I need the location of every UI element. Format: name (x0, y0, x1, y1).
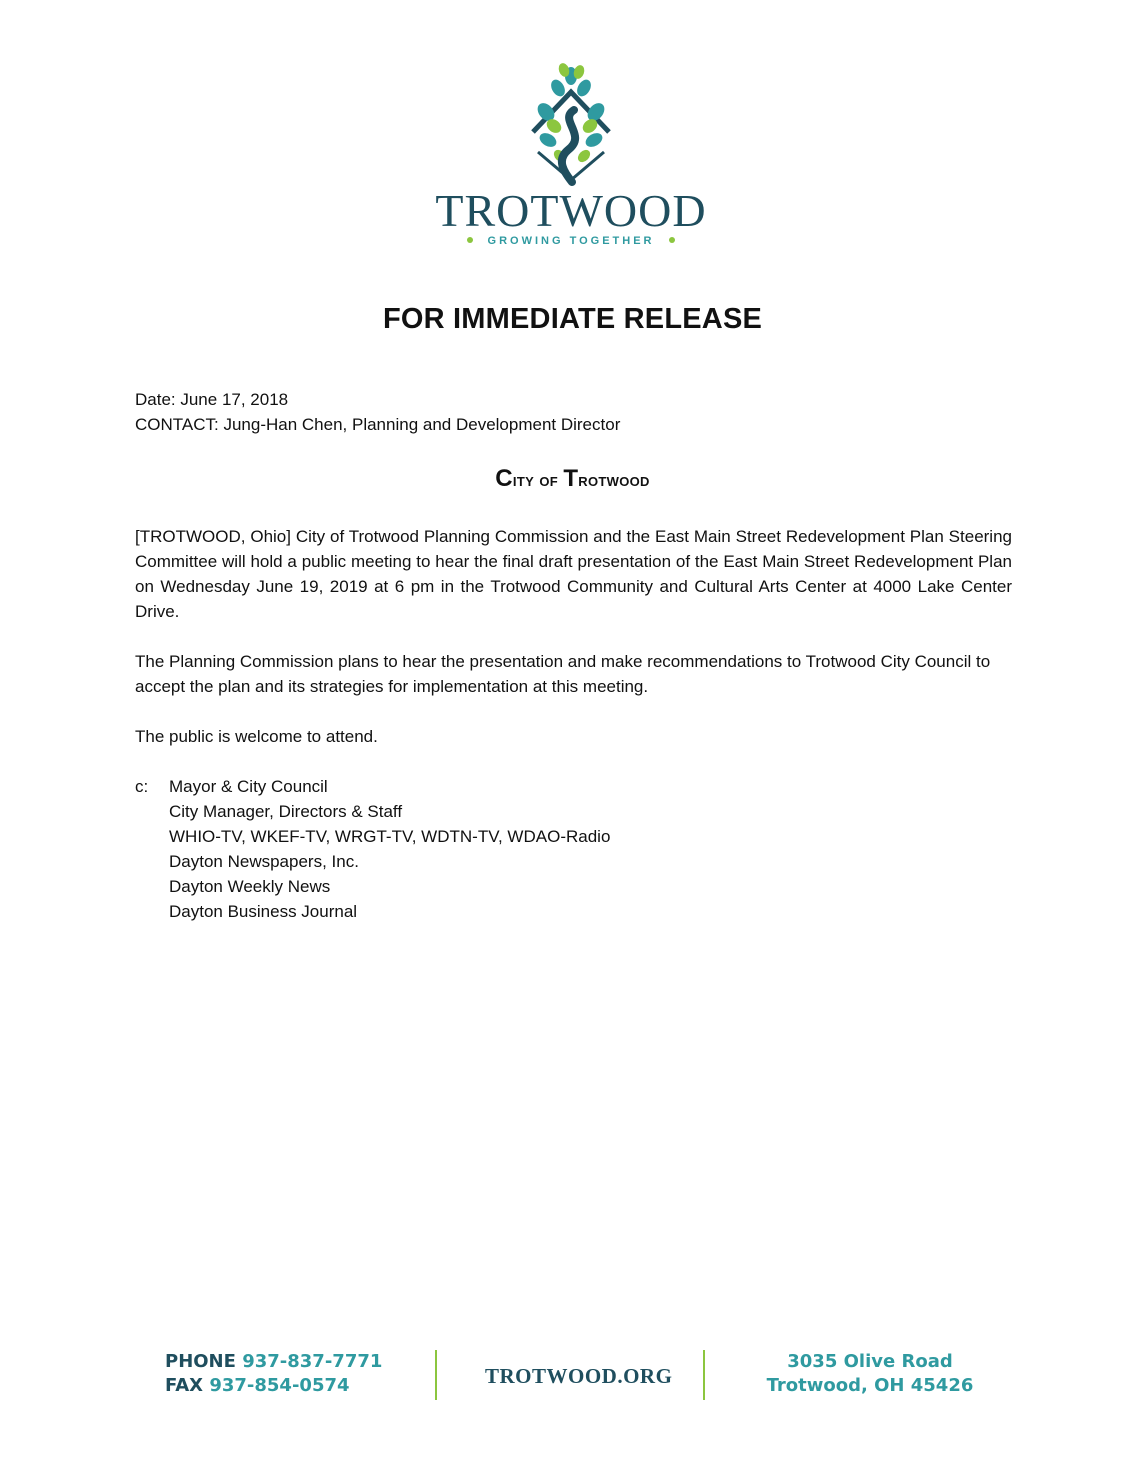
release-date: Date: June 17, 2018 (135, 390, 289, 409)
cc-recipient: City Manager, Directors & Staff (169, 802, 403, 821)
cc-recipients (169, 774, 610, 924)
fax-number: 937-854-0574 (209, 1375, 350, 1396)
release-headline: FOR IMMEDIATE RELEASE (382, 303, 763, 335)
logo-wordmark: TROTWOOD (435, 185, 707, 236)
subhead-rest-2: rotwood (578, 470, 650, 490)
tree-emblem-icon (388, 40, 754, 262)
footer-divider (435, 1350, 437, 1400)
phone-label: PHONE (165, 1351, 236, 1372)
cc-label: c: (135, 777, 149, 796)
contact-line: CONTACT: Jung-Han Chen, Planning and Development Director (135, 415, 621, 434)
paragraph-announcement: [TROTWOOD, Ohio] City of Trotwood Planning Commission and the East Main Street Redevelopment Plan Steering Committee will hold a public meeting to hear the final draft presentation of the East Main Street Redevelopment Plan on Wednesday June 19, 2019 at 6 pm in the Trotwood Community and Cultural Arts Center at 4000 Lake Center Drive. (135, 527, 1012, 621)
subhead-rest-1: ity of (512, 470, 564, 490)
cc-recipient: Dayton Weekly News (169, 877, 331, 896)
trotwood-logo (388, 40, 754, 262)
fax-label: FAX (165, 1375, 204, 1396)
footer-divider (703, 1350, 705, 1400)
paragraph-commission: The Planning Commission plans to hear the presentation and make recommendations to Trotwood City Council to accept the plan and its strategies for implementation at this meeting. (135, 652, 991, 696)
footer-website: TROTWOOD.ORG (485, 1364, 673, 1388)
paragraph-public: The public is welcome to attend. (135, 727, 378, 746)
cc-list (135, 774, 610, 924)
address-line-1: 3035 Olive Road (787, 1351, 953, 1372)
letterhead-footer (135, 1318, 1000, 1423)
subhead-initial-t: T (563, 465, 579, 492)
cc-recipient: Dayton Newspapers, Inc. (169, 852, 359, 871)
cc-recipient: Dayton Business Journal (169, 902, 358, 921)
logo-tagline: GROWING TOGETHER (487, 235, 655, 247)
address-line-2: Trotwood, OH 45426 (766, 1375, 974, 1396)
release-meta (135, 387, 620, 437)
subhead-initial-c: C (495, 465, 513, 492)
phone-number: 937-837-7771 (242, 1351, 383, 1372)
footer-contact (165, 1350, 382, 1398)
cc-recipient: WHIO-TV, WKEF-TV, WRGT-TV, WDTN-TV, WDAO-Radio (169, 827, 611, 846)
footer-address (760, 1350, 980, 1398)
city-subhead (0, 465, 1145, 493)
cc-recipient: Mayor & City Council (169, 777, 328, 796)
